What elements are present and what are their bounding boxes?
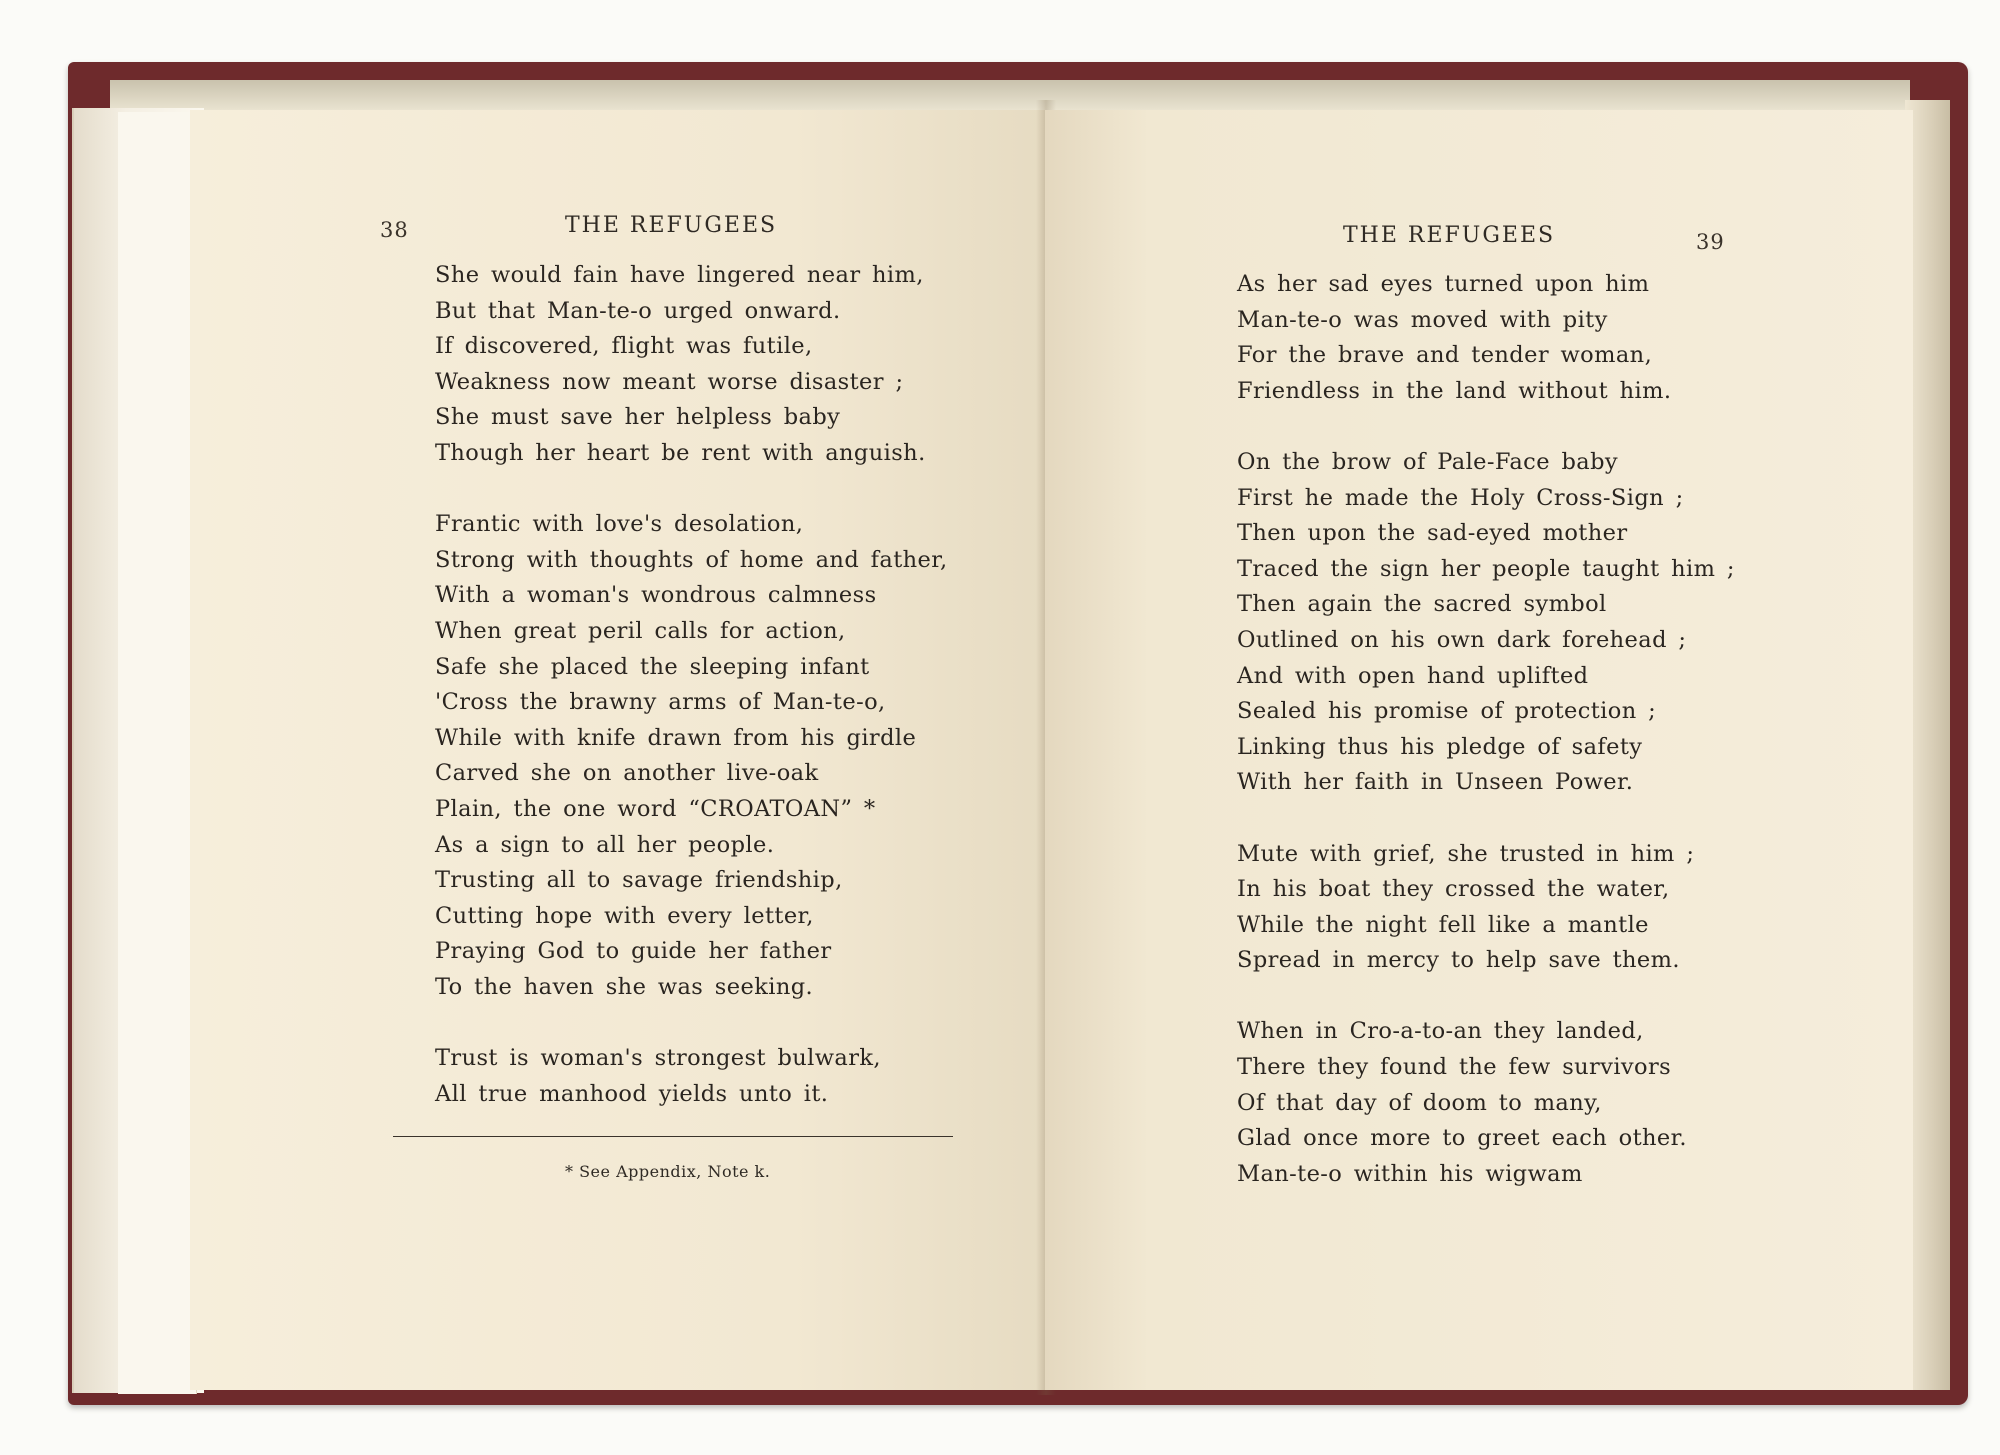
verse-line: Man-te-o within his wigwam bbox=[1237, 1160, 1583, 1187]
verse-line: But that Man-te-o urged onward. bbox=[435, 297, 841, 324]
verse-line: Cutting hope with every letter, bbox=[435, 902, 814, 929]
verse-line: Praying God to guide her father bbox=[435, 938, 832, 965]
verse-line: If discovered, flight was futile, bbox=[435, 333, 813, 360]
page-number-right: 39 bbox=[1696, 230, 1725, 254]
verse-line: Linking thus his pledge of safety bbox=[1237, 733, 1643, 760]
verse-line: While with knife drawn from his girdle bbox=[435, 724, 917, 751]
verse-line: All true manhood yields unto it. bbox=[435, 1080, 829, 1107]
verse-line: In his boat they crossed the water, bbox=[1237, 876, 1670, 903]
left-page bbox=[190, 110, 1045, 1390]
verse-line: And with open hand uplifted bbox=[1237, 662, 1589, 689]
verse-line: Strong with thoughts of home and father, bbox=[435, 546, 948, 573]
verse-line: Safe she placed the sleeping infant bbox=[435, 653, 870, 680]
verse-line: Trusting all to savage friendship, bbox=[435, 867, 843, 894]
verse-line: For the brave and tender woman, bbox=[1237, 342, 1653, 369]
stanza-break bbox=[1237, 801, 1735, 837]
footnote-rule bbox=[393, 1136, 953, 1137]
verse-line: When in Cro-a-to-an they landed, bbox=[1237, 1018, 1644, 1045]
verse-left bbox=[435, 258, 948, 1112]
verse-line: As a sign to all her people. bbox=[435, 831, 775, 858]
page-number-left: 38 bbox=[380, 218, 409, 242]
verse-line: With a woman's wondrous calmness bbox=[435, 582, 877, 609]
verse-line: Carved she on another live-oak bbox=[435, 760, 819, 787]
running-head-right: THE REFUGEES bbox=[1343, 223, 1556, 248]
verse-line: Frantic with love's desolation, bbox=[435, 511, 804, 538]
verse-line: Traced the sign her people taught him ; bbox=[1237, 555, 1735, 582]
verse-line: Glad once more to greet each other. bbox=[1237, 1125, 1687, 1152]
verse-line: Trust is woman's strongest bulwark, bbox=[435, 1045, 881, 1072]
verse-line: With her faith in Unseen Power. bbox=[1237, 769, 1634, 796]
verse-line: Of that day of doom to many, bbox=[1237, 1089, 1602, 1116]
verse-line: Sealed his promise of protection ; bbox=[1237, 698, 1657, 725]
running-head-left: THE REFUGEES bbox=[565, 213, 778, 238]
verse-line: She would fain have lingered near him, bbox=[435, 262, 924, 288]
stanza-break bbox=[435, 472, 948, 508]
verse-line: As her sad eyes turned upon him bbox=[1237, 271, 1650, 297]
verse-line: While the night fell like a mantle bbox=[1237, 911, 1649, 938]
verse-line: First he made the Holy Cross-Sign ; bbox=[1237, 484, 1684, 511]
verse-line: Friendless in the land without him. bbox=[1237, 377, 1672, 404]
verse-line: She must save her helpless baby bbox=[435, 404, 841, 431]
verse-line: Man-te-o was moved with pity bbox=[1237, 306, 1608, 333]
verse-line: When great peril calls for action, bbox=[435, 617, 846, 644]
verse-line: Though her heart be rent with anguish. bbox=[435, 439, 926, 466]
verse-line: Plain, the one word “CROATOAN” * bbox=[435, 795, 876, 822]
verse-line: Outlined on his own dark forehead ; bbox=[1237, 626, 1687, 653]
stanza-break bbox=[435, 1005, 948, 1041]
footnote: * See Appendix, Note k. bbox=[565, 1162, 771, 1181]
right-page bbox=[1045, 110, 1913, 1390]
verse-line: Then again the sacred symbol bbox=[1237, 591, 1607, 618]
verse-line: Mute with grief, she trusted in him ; bbox=[1237, 840, 1695, 867]
verse-line: On the brow of Pale-Face baby bbox=[1237, 448, 1618, 475]
stanza-break bbox=[1237, 409, 1735, 445]
verse-line: There they found the few survivors bbox=[1237, 1054, 1672, 1081]
verse-line: Weakness now meant worse disaster ; bbox=[435, 368, 904, 395]
stanza-break bbox=[1237, 979, 1735, 1015]
verse-line: To the haven she was seeking. bbox=[435, 973, 814, 1000]
verse-line: Spread in mercy to help save them. bbox=[1237, 947, 1680, 974]
page-edges-top bbox=[110, 80, 1910, 110]
verse-line: 'Cross the brawny arms of Man-te-o, bbox=[435, 689, 886, 716]
verse-line: Then upon the sad-eyed mother bbox=[1237, 520, 1628, 547]
verse-right bbox=[1237, 267, 1735, 1192]
left-flyleaf bbox=[118, 112, 197, 1394]
